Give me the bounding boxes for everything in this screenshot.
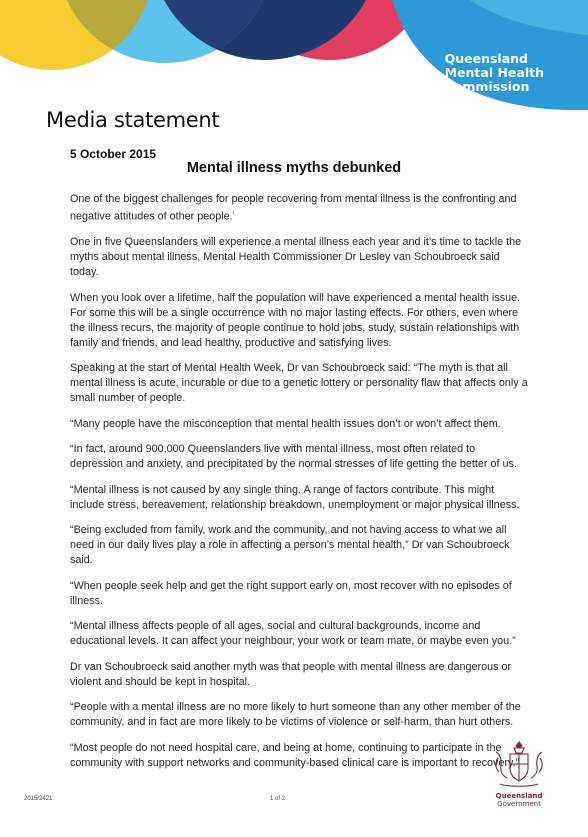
paragraph: Dr van Schoubroeck said another myth was that people with mental illness are dangerous or violent and should be kept in hospital. bbox=[70, 660, 512, 688]
paragraph: “Mental illness affects people of all ages, social and cultural backgrounds, income and educational levels. It can affect your neighbour, your work or team mate, or maybe even you.” bbox=[70, 620, 516, 648]
gov-name-line: Government bbox=[497, 800, 541, 808]
paragraph: “Being excluded from family, work and the community, and not having access to what we all need in our daily lives play a role in affecting a person’s mental health,” Dr van Schoubroeck said. bbox=[70, 524, 510, 567]
org-name-line: Commission bbox=[444, 79, 530, 94]
coat-of-arms-icon bbox=[490, 740, 548, 790]
paragraph: When you look over a lifetime, half the population will have experienced a mental health issue. For some this will be a single occurrence with no major lasting effects. For others, even where the illness recurs, the majority of people continue to hold jobs, study, sustain relationships with family and friends, and lead healthy, productive and satisfying lives. bbox=[70, 291, 521, 349]
org-name-line: Queensland bbox=[444, 51, 528, 66]
statement-body bbox=[70, 192, 530, 781]
org-name-line: Mental Health bbox=[444, 65, 544, 80]
paragraph: “Mental illness is not caused by any single thing. A range of factors contribute. This might include stress, bereavement, relationship breakdown, unemployment or major physical illness. bbox=[70, 483, 520, 511]
paragraph: Speaking at the start of Mental Health Week, Dr van Schoubroeck said: “The myth is that all mental illness is acute, incurable or due to a genetic lottery or personality flaw that affects only a small number of people. bbox=[70, 362, 528, 405]
document-reference: 2015/2421 bbox=[24, 796, 53, 802]
document-type-heading: Media statement bbox=[46, 108, 220, 132]
page-title: Mental illness myths debunked bbox=[186, 160, 402, 176]
paragraph: “People with a mental illness are no more likely to hurt someone than any other member of the community, and in fact are more likely to be victims of violence or self-harm, than hurt others. bbox=[70, 701, 521, 729]
organisation-logo-text bbox=[445, 52, 544, 94]
paragraph: “Many people have the misconception that mental health issues don’t or won’t affect them. bbox=[70, 417, 501, 430]
statement-date: 5 October 2015 bbox=[70, 147, 157, 161]
gov-name-line: Queensland bbox=[495, 792, 543, 800]
paragraph: One in five Queenslanders will experience a mental illness each year and it’s time to tackle the myths about mental illness, Mental Health Commissioner Dr Lesley van Schoubroeck said today. bbox=[70, 236, 522, 279]
paragraph: “Most people do not need hospital care, and being at home, continuing to participate in the community with support networks and community-based clinical care is important to recovery.” bbox=[70, 741, 520, 769]
page-number: 1 of 2 bbox=[270, 796, 286, 802]
government-logo-text bbox=[493, 792, 545, 808]
footnote-marker: i bbox=[232, 211, 235, 217]
paragraph: “When people seek help and get the right support early on, most recover with no episodes of illness. bbox=[70, 579, 512, 607]
paragraph: One of the biggest challenges for people recovering from mental illness is the confronting and negative attitudes of other people.$^i$ bbox=[70, 193, 517, 223]
paragraph: “In fact, around 900,000 Queenslanders live with mental illness, most often related to depression and anxiety, and precipitated by the normal stresses of life getting the better of us. bbox=[70, 443, 517, 471]
